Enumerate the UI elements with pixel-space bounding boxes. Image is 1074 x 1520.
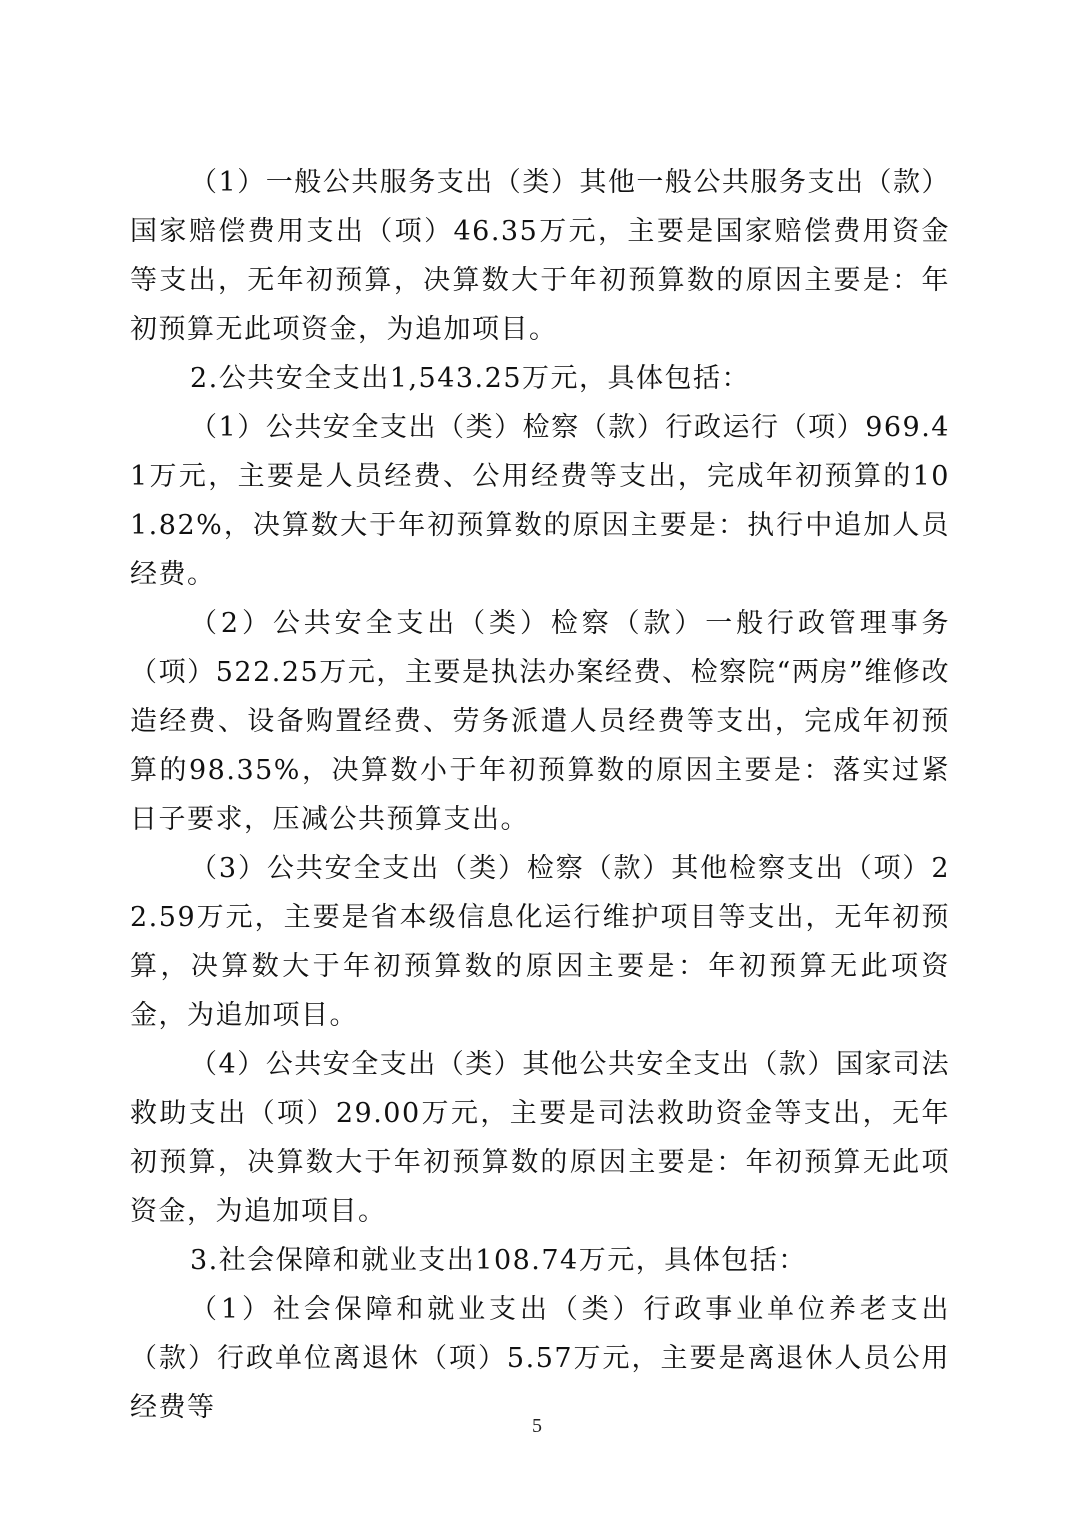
section-heading-public-security: 2.公共安全支出1,543.25万元，具体包括：: [190, 363, 750, 394]
page-number: 5: [532, 1415, 542, 1437]
paragraph-general-public-services-state-compensation: （1）一般公共服务支出（类）其他一般公共服务支出（款）国家赔偿费用支出（项）46.35万元，主要是国家赔偿费用资金等支出，无年初预算，决算数大于年初预算数的原因主要是：年初预算无此项资金，为追加项目。: [130, 167, 950, 345]
paragraph-procuratorate-other-expenditure: （3）公共安全支出（类）检察（款）其他检察支出（项）22.59万元，主要是省本级信息化运行维护项目等支出，无年初预算，决算数大于年初预算数的原因主要是：年初预算无此项资金，为追加项目。: [130, 853, 950, 1031]
paragraph-procuratorate-general-administration: （2）公共安全支出（类）检察（款）一般行政管理事务（项）522.25万元，主要是执法办案经费、检察院“两房”维修改造经费、设备购置经费、劳务派遣人员经费等支出，完成年初预算的98.35%，决算数小于年初预算数的原因主要是：落实过紧日子要求，压减公共预算支出。: [130, 608, 950, 835]
paragraph-retirement-administrative-units: （1）社会保障和就业支出（类）行政事业单位养老支出（款）行政单位离退休（项）5.57万元，主要是离退休人员公用经费等: [130, 1294, 950, 1423]
document-body: [130, 158, 950, 1432]
paragraph-procuratorate-administrative-operation: （1）公共安全支出（类）检察（款）行政运行（项）969.41万元，主要是人员经费、公用经费等支出，完成年初预算的101.82%，决算数大于年初预算数的原因主要是：执行中追加人员经费。: [130, 412, 950, 590]
section-heading-social-security: 3.社会保障和就业支出108.74万元，具体包括：: [190, 1245, 807, 1276]
paragraph-state-judicial-assistance: （4）公共安全支出（类）其他公共安全支出（款）国家司法救助支出（项）29.00万元，主要是司法救助资金等支出，无年初预算，决算数大于年初预算数的原因主要是：年初预算无此项资金，为追加项目。: [130, 1049, 950, 1227]
